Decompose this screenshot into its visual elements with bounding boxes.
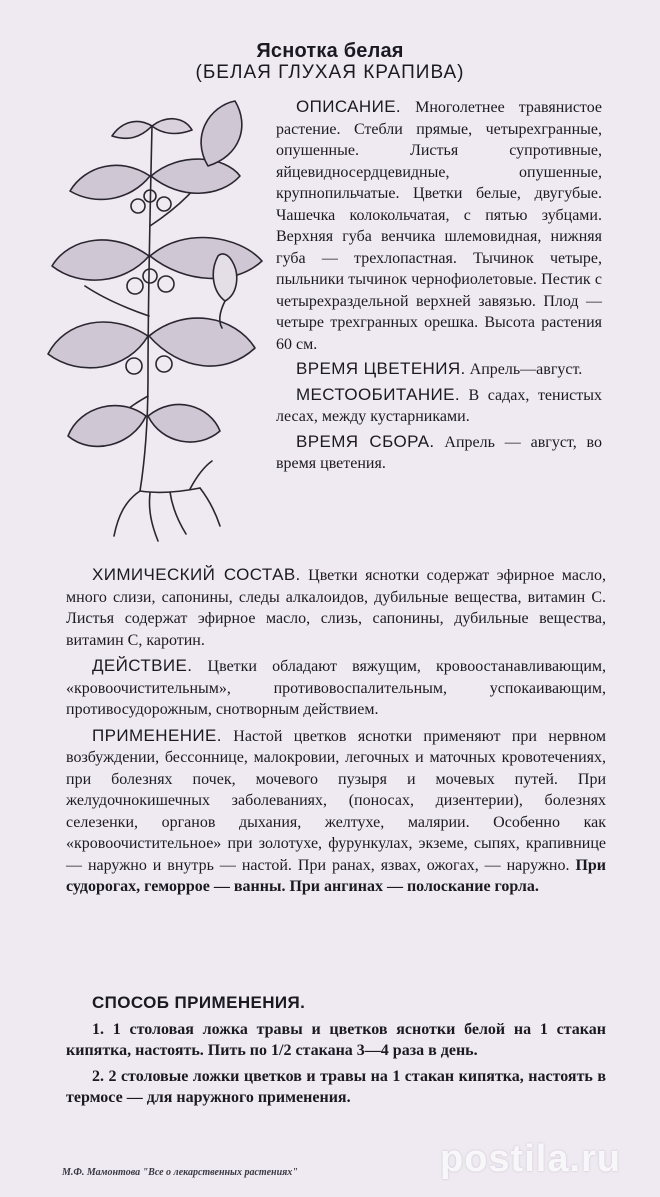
description-paragraph	[276, 96, 602, 355]
flowering-heading: ВРЕМЯ ЦВЕТЕНИЯ.	[296, 359, 466, 378]
plant-illustration-icon	[40, 96, 280, 546]
application-text: Настой цветков яснотки применяют при нервном возбуждении, бессоннице, малокровии, легочных и маточных кровотечениях, при болезнях почек, мочевого пузыря и мочевых путей. При желудочнокишечных заболеваниях, (поносах, дизентерии), болезнях селезенки, органов дыхания, желтухе, малярии. Особенно как «кровоочистительное» при золотухе, фурункулах, экземе, сыпях, крапивнице — наружно и внутрь — настой. При ранах, язвах, ожогах, — наружно.	[66, 727, 606, 874]
harvest-heading: ВРЕМЯ СБОРА.	[296, 431, 435, 451]
flowering-paragraph	[276, 358, 602, 381]
habitat-heading: МЕСТООБИТАНИЕ.	[296, 384, 460, 404]
action-paragraph	[66, 655, 606, 721]
habitat-paragraph	[276, 384, 602, 428]
page-title: Яснотка белая	[256, 40, 404, 62]
description-heading: ОПИСАНИЕ.	[296, 97, 402, 116]
method-section	[66, 992, 606, 1109]
application-paragraph	[66, 725, 606, 898]
chemistry-paragraph	[66, 564, 606, 651]
description-text: Многолетнее травянистое растение. Стебли прямые, четырехгранные, опушенные. Листья супротивные, яйцевидносердцевидные, опушенные, крупнопильчатые. Цветки белые, двугубые. Чашечка колокольчатая, с пятью зубцами. Верхняя губа венчика шлемовидная, нижняя губа — трехлопастная. Тычинок четыре, пыльники тычинок чернофиолетовые. Пестик с четырехраздельной верхней завязью. Плод — четыре трехгранных орешка. Высота растения 60 см.	[276, 99, 602, 353]
harvest-paragraph	[276, 431, 602, 475]
application-text-bold: При судорогах, геморрое — ванны. При ангинах — полоскание горла.	[66, 856, 607, 895]
application-heading: ПРИМЕНЕНИЕ.	[92, 725, 222, 745]
watermark: postila.ru	[440, 1138, 622, 1180]
method-item: 2. 2 столовые ложки цветков и травы на 1 стакан кипятка, настоять в термосе — для наружного применения.	[66, 1067, 606, 1106]
chemistry-text: Цветки яснотки содержат эфирное масло, много слизи, сапонины, следы алкалоидов, дубильные вещества, витамин С. Листья содержат эфирное масло, слизь, сапонины, дубильные вещества, витамин С, каротин.	[66, 567, 606, 649]
main-body	[66, 564, 606, 898]
harvest-text: Апрель — август, во время цветения.	[276, 433, 602, 472]
source-credit: М.Ф. Мамонтова "Все о лекарственных растениях"	[62, 1167, 298, 1178]
method-item: 1. 1 столовая ложка травы и цветков яснотки белой на 1 стакан кипятка, настоять. Пить по 1/2 стакана 3—4 раза в день.	[66, 1020, 606, 1059]
description-column	[276, 96, 602, 475]
method-heading-line	[66, 992, 606, 1015]
action-heading: ДЕЙСТВИЕ.	[92, 656, 193, 675]
action-text: Цветки обладают вяжущим, кровоостанавливающим, «кровоочистительным», противовоспалительным, успокаивающим, противосудорожным, снотворным действием.	[66, 658, 606, 718]
method-heading: СПОСОБ ПРИМЕНЕНИЯ.	[92, 993, 306, 1012]
page-subtitle: (БЕЛАЯ ГЛУХАЯ КРАПИВА)	[195, 62, 465, 83]
habitat-text: В садах, тенистых лесах, между кустарниками.	[276, 386, 602, 425]
flowering-text: Апрель—август.	[469, 361, 583, 378]
chemistry-heading: ХИМИЧЕСКИЙ СОСТАВ.	[92, 565, 301, 584]
